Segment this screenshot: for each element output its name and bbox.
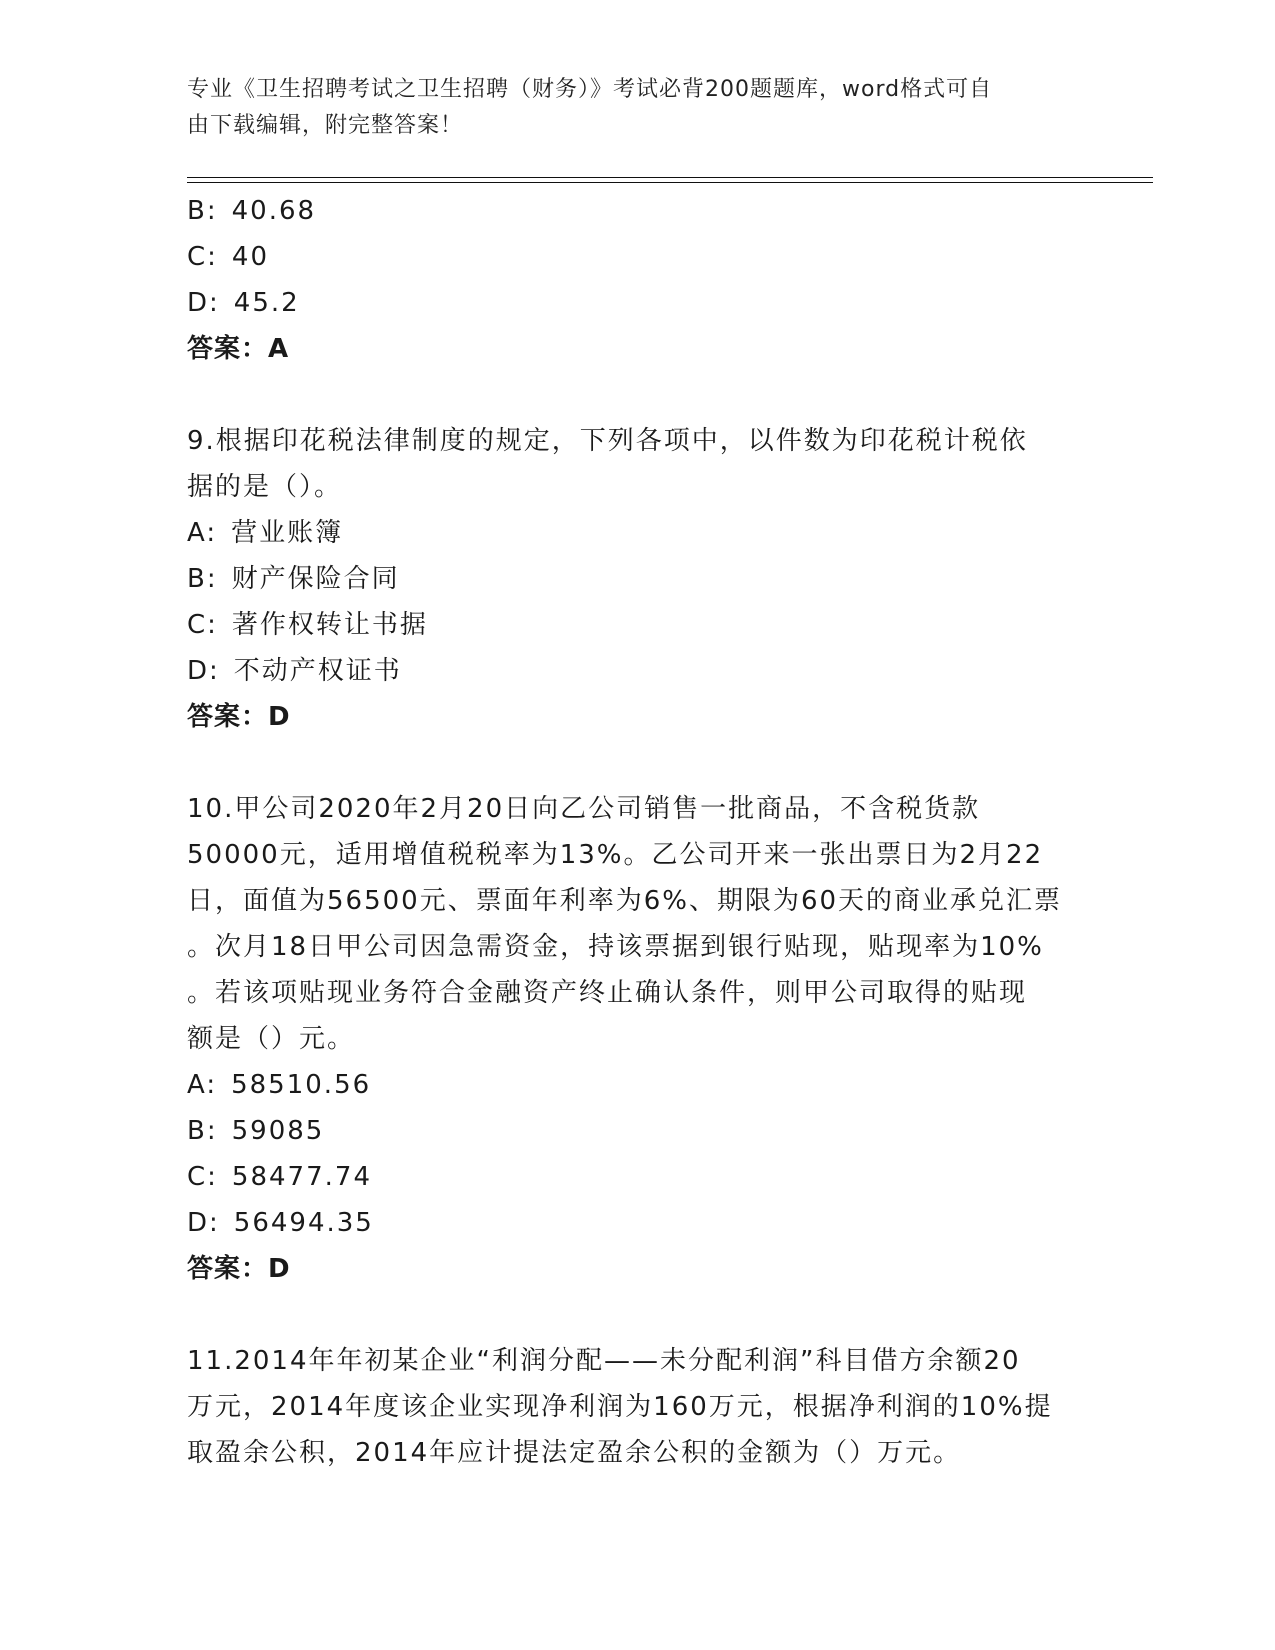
option-b: B: 59085 [187, 1116, 325, 1146]
option-b: B: 40.68 [187, 196, 317, 226]
spacer [187, 372, 1087, 418]
question-text-line: 据的是（）。 [187, 472, 343, 502]
prev-question [187, 188, 1087, 372]
option-d: D: 56494.35 [187, 1208, 374, 1238]
question-text-line: 额是（）元。 [187, 1024, 356, 1054]
question-text-line: 10.甲公司2020年2月20日向乙公司销售一批商品，不含税货款 [187, 794, 981, 824]
question-9 [187, 418, 1087, 740]
option-d: D: 45.2 [187, 288, 300, 318]
question-text-line: 日，面值为56500元、票面年利率为6%、期限为60天的商业承兑汇票 [187, 886, 1063, 916]
header-rule-bottom [187, 182, 1153, 183]
question-text-line: 9.根据印花税法律制度的规定，下列各项中，以件数为印花税计税依 [187, 426, 1028, 456]
question-text-line: 11.2014年年初某企业“利润分配——未分配利润”科目借方余额20 [187, 1346, 1021, 1376]
question-content [187, 188, 1087, 1476]
option-c: C: 40 [187, 242, 270, 272]
option-a: A: 58510.56 [187, 1070, 372, 1100]
header-rule-top [187, 177, 1153, 178]
question-text-line: 万元，2014年度该企业实现净利润为160万元，根据净利润的10%提 [187, 1392, 1053, 1422]
question-text-line: 。若该项贴现业务符合金融资产终止确认条件，则甲公司取得的贴现 [187, 978, 1028, 1008]
question-text-line: 。次月18日甲公司因急需资金，持该票据到银行贴现，贴现率为10% [187, 932, 1044, 962]
header-line-1: 专业《卫生招聘考试之卫生招聘（财务）》考试必背200题题库，word格式可自 [187, 77, 993, 102]
question-text-line: 取盈余公积，2014年应计提法定盈余公积的金额为（）万元。 [187, 1438, 962, 1468]
header-line-2: 由下载编辑，附完整答案！ [187, 113, 464, 138]
option-b: B: 财产保险合同 [187, 564, 400, 594]
page-header [187, 72, 1067, 144]
question-11 [187, 1338, 1087, 1476]
spacer [187, 740, 1087, 786]
option-d: D: 不动产权证书 [187, 656, 402, 686]
question-text-line: 50000元，适用增值税税率为13%。乙公司开来一张出票日为2月22 [187, 840, 1044, 870]
answer: 答案：D [187, 1254, 291, 1284]
option-c: C: 58477.74 [187, 1162, 372, 1192]
answer: 答案：D [187, 702, 291, 732]
spacer [187, 1292, 1087, 1338]
option-a: A: 营业账簿 [187, 518, 344, 548]
option-c: C: 著作权转让书据 [187, 610, 428, 640]
answer: 答案：A [187, 334, 290, 364]
question-10 [187, 786, 1087, 1292]
